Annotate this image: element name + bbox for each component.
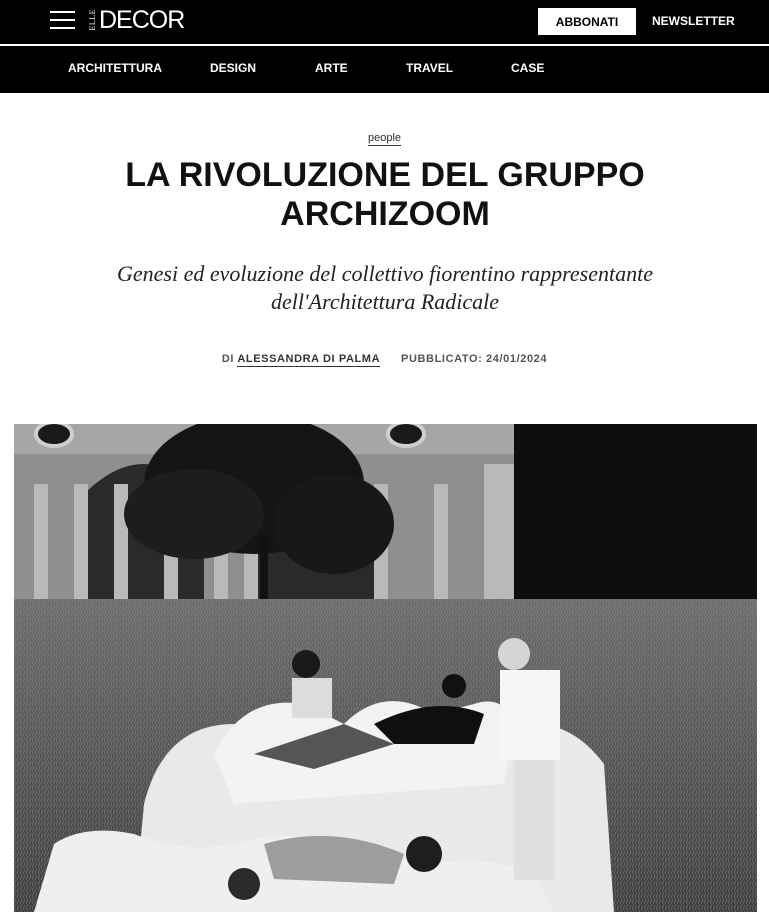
top-bar <box>0 0 769 44</box>
subscribe-button[interactable]: ABBONATI <box>538 8 636 35</box>
site-logo[interactable] <box>88 7 184 33</box>
logo-elle: ELLE <box>88 9 97 31</box>
newsletter-link[interactable]: NEWSLETTER <box>652 14 735 28</box>
nav-item-case[interactable]: CASE <box>511 61 545 75</box>
nav-item-travel[interactable]: TRAVEL <box>406 61 454 75</box>
nav-item-architettura[interactable]: ARCHITETTURA <box>68 61 162 75</box>
category-link[interactable]: people <box>367 132 402 144</box>
published-date: PUBBLICATO: 24/01/2024 <box>401 353 548 365</box>
hero-image <box>14 424 757 912</box>
main-navigation <box>0 46 769 93</box>
byline <box>0 353 769 365</box>
logo-decor: DECOR <box>99 6 185 34</box>
nav-item-arte[interactable]: ARTE <box>315 61 348 75</box>
nav-item-design[interactable]: DESIGN <box>210 61 257 75</box>
article-subtitle: Genesi ed evoluzione del collettivo fiorentino rappresentante dell'Architettura Radicale <box>116 261 653 314</box>
byline-prefix: DI <box>221 353 235 365</box>
author-link[interactable]: ALESSANDRA DI PALMA <box>237 353 380 365</box>
article-title: LA RIVOLUZIONE DEL GRUPPO ARCHIZOOM <box>125 156 645 233</box>
hamburger-menu-icon[interactable] <box>50 9 76 33</box>
category-label <box>0 128 769 146</box>
